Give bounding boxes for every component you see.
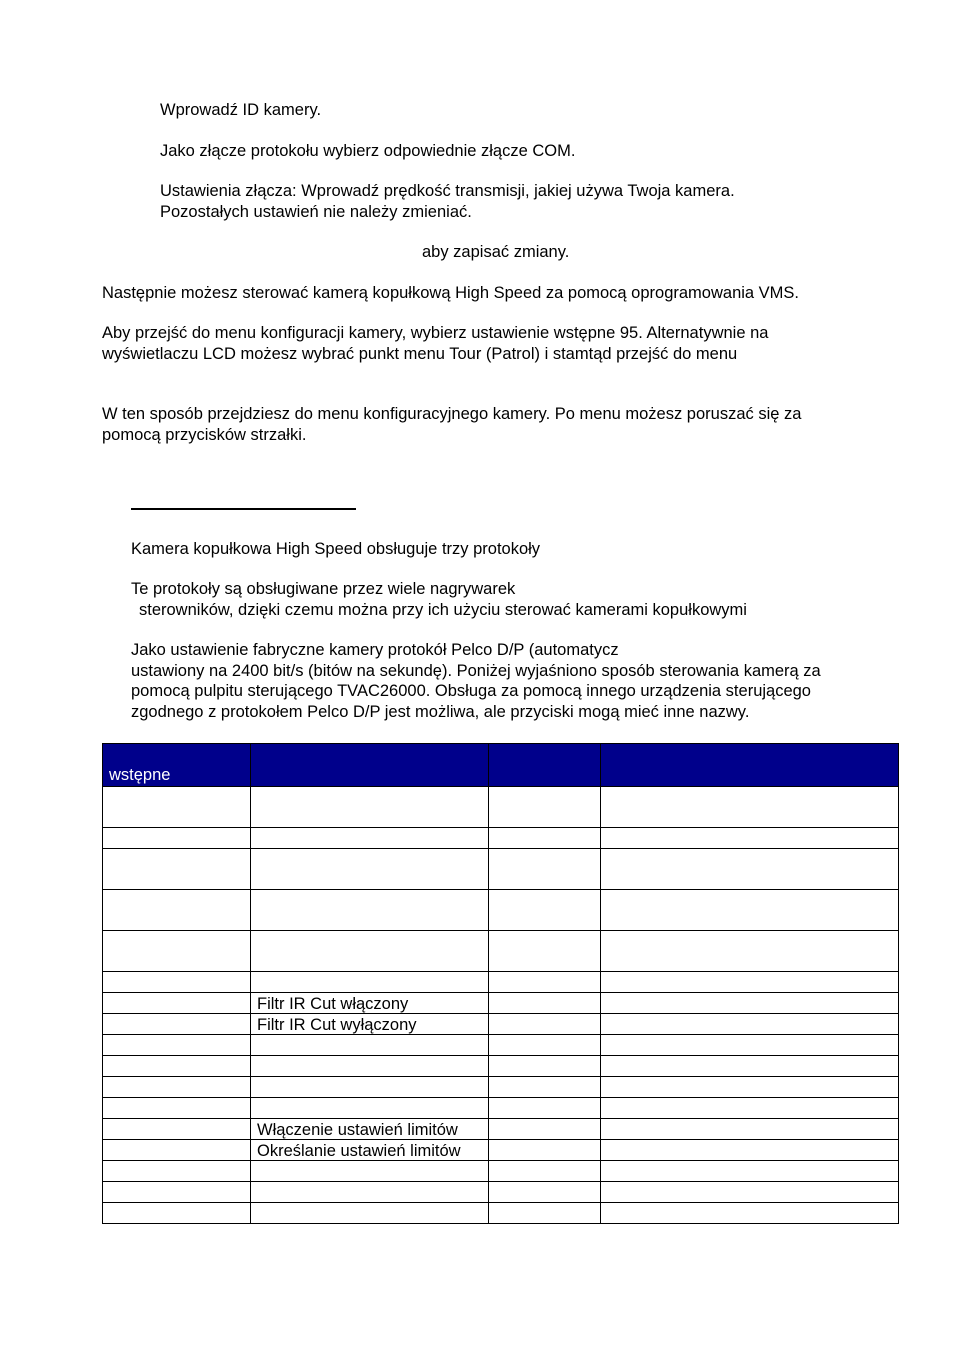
table-row (103, 787, 899, 828)
table-cell (103, 972, 251, 993)
paragraph: Te protokoły są obsługiwane przez wiele nagrywarek (131, 580, 516, 598)
table-cell (251, 1161, 489, 1182)
table-cell (251, 1035, 489, 1056)
section-heading-rule (131, 508, 356, 510)
table-row (103, 849, 899, 890)
table-cell (601, 890, 899, 931)
table-cell (489, 1014, 601, 1035)
paragraph: Jako złącze protokołu wybierz odpowiednie złącze COM. (160, 142, 576, 160)
table-cell (489, 1161, 601, 1182)
table-cell (103, 1161, 251, 1182)
table-cell (251, 1098, 489, 1119)
table-cell: Włączenie ustawień limitów (251, 1119, 489, 1140)
table-row (103, 1056, 899, 1077)
table-row (103, 1140, 899, 1161)
table-cell (489, 1203, 601, 1224)
table-row (103, 993, 899, 1014)
paragraph: ustawiony na 2400 bit/s (bitów na sekundę). Poniżej wyjaśniono sposób sterowania kamerą za (131, 662, 821, 680)
table-cell (251, 972, 489, 993)
table-cell (489, 787, 601, 828)
table-cell (489, 1119, 601, 1140)
paragraph: pomocą pulpitu sterującego TVAC26000. Obsługa za pomocą innego urządzenia sterującego (131, 682, 811, 700)
table-cell (251, 849, 489, 890)
table-cell (251, 1077, 489, 1098)
table-cell (489, 1056, 601, 1077)
table-row (103, 1119, 899, 1140)
table-row (103, 1098, 899, 1119)
table-row (103, 1014, 899, 1035)
table-cell (489, 993, 601, 1014)
table-cell (601, 828, 899, 849)
table-cell (251, 931, 489, 972)
table-cell: Filtr IR Cut wyłączony (251, 1014, 489, 1035)
table-row (103, 1182, 899, 1203)
header-cell (489, 744, 601, 787)
table-cell (103, 1056, 251, 1077)
table-header-row (103, 744, 899, 787)
table-cell (489, 890, 601, 931)
table-cell (103, 1119, 251, 1140)
table-row (103, 972, 899, 993)
paragraph: aby zapisać zmiany. (422, 243, 570, 261)
table-cell (601, 849, 899, 890)
paragraph: Ustawienia złącza: Wprowadź prędkość transmisji, jakiej używa Twoja kamera. (160, 182, 735, 200)
table-cell (251, 890, 489, 931)
table-cell (103, 828, 251, 849)
header-cell (601, 744, 899, 787)
table-row (103, 890, 899, 931)
table-cell (103, 1182, 251, 1203)
table-cell (601, 1140, 899, 1161)
table-cell (251, 1182, 489, 1203)
paragraph: Wprowadź ID kamery. (160, 101, 322, 119)
table-row (103, 1035, 899, 1056)
table-cell: Określanie ustawień limitów (251, 1140, 489, 1161)
paragraph: wyświetlaczu LCD możesz wybrać punkt menu Tour (Patrol) i stamtąd przejść do menu (102, 345, 738, 363)
table-cell (601, 1119, 899, 1140)
header-cell (251, 744, 489, 787)
table-cell (103, 1035, 251, 1056)
paragraph: W ten sposób przejdziesz do menu konfiguracyjnego kamery. Po menu możesz poruszać się za (102, 405, 802, 423)
table-cell (601, 1161, 899, 1182)
paragraph: Jako ustawienie fabryczne kamery protokół Pelco D/P (automatycz (131, 641, 619, 659)
table-cell (601, 1056, 899, 1077)
table-cell (489, 1077, 601, 1098)
table-cell (489, 849, 601, 890)
paragraph: sterowników, dzięki czemu można przy ich użyciu sterować kamerami kopułkowymi (139, 601, 747, 619)
table-cell (489, 828, 601, 849)
table-row (103, 931, 899, 972)
paragraph: Aby przejść do menu konfiguracji kamery, wybierz ustawienie wstępne 95. Alternatywnie na (102, 324, 769, 342)
paragraph: zgodnego z protokołem Pelco D/P jest możliwa, ale przyciski mogą mieć inne nazwy. (131, 703, 750, 721)
table-cell (489, 1098, 601, 1119)
table-cell (489, 1140, 601, 1161)
table-cell (251, 828, 489, 849)
table-cell (601, 1098, 899, 1119)
table-cell (601, 993, 899, 1014)
table-cell (103, 1203, 251, 1224)
table-row (103, 1077, 899, 1098)
paragraph: pomocą przycisków strzałki. (102, 426, 307, 444)
table-cell (489, 1035, 601, 1056)
table-cell (103, 1014, 251, 1035)
table-cell (103, 1140, 251, 1161)
header-cell: wstępne (103, 744, 251, 787)
table-cell (103, 890, 251, 931)
table-cell (103, 993, 251, 1014)
table-cell (601, 972, 899, 993)
table-cell: Filtr IR Cut włączony (251, 993, 489, 1014)
table-cell (103, 1077, 251, 1098)
table-row (103, 1161, 899, 1182)
table-cell (489, 972, 601, 993)
table-cell (601, 1203, 899, 1224)
table-cell (103, 1098, 251, 1119)
table-cell (251, 1056, 489, 1077)
table-cell (601, 931, 899, 972)
table-cell (103, 787, 251, 828)
paragraph: Następnie możesz sterować kamerą kopułkową High Speed za pomocą oprogramowania VMS. (102, 284, 800, 302)
table-cell (601, 1077, 899, 1098)
table-row (103, 828, 899, 849)
table-cell (251, 787, 489, 828)
table-cell (251, 1203, 489, 1224)
table-cell (601, 787, 899, 828)
preset-table (102, 743, 899, 1224)
table-cell (601, 1035, 899, 1056)
table-cell (103, 931, 251, 972)
table-cell (489, 931, 601, 972)
table-cell (489, 1182, 601, 1203)
table-cell (601, 1182, 899, 1203)
table-cell (103, 849, 251, 890)
table-row (103, 1203, 899, 1224)
table-cell (601, 1014, 899, 1035)
paragraph: Pozostałych ustawień nie należy zmieniać. (160, 203, 472, 221)
paragraph: Kamera kopułkowa High Speed obsługuje trzy protokoły (131, 540, 541, 558)
